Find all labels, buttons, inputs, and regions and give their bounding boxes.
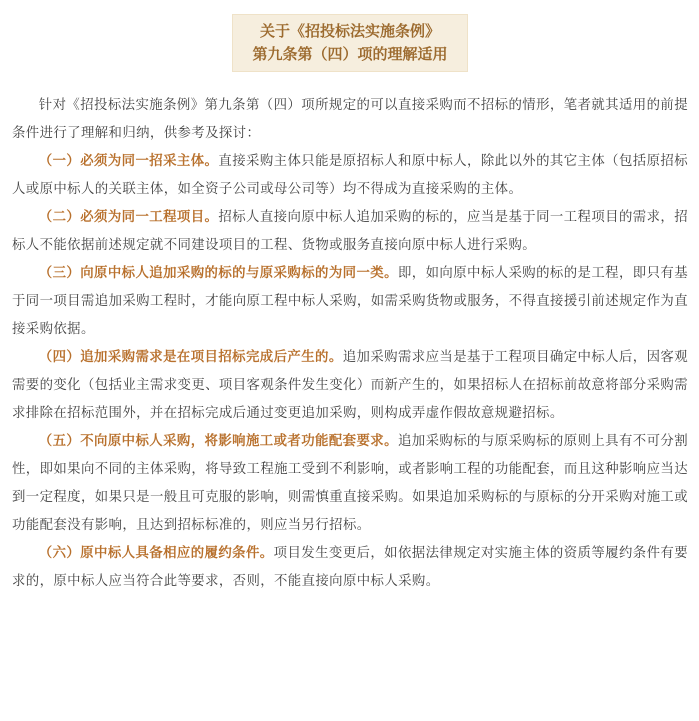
item-body-6: 项目发生变更后，如依据法律规定对实施主体的资质等履约条件有要求的，原中标人应当符合此等要求，否则，不能直接向原中标人采购。 xyxy=(12,546,688,589)
item-heading-6: （六）原中标人具备相应的履约条件。 xyxy=(38,546,274,561)
item-body-5: 追加采购标的与原采购标的原则上具有不可分割性，即如果向不同的主体采购，将导致工程施工受到不利影响，或者影响工程的功能配套，而且这种影响应当达到一定程度，如果只是一般且可克服的影响，则需慎重直接采购。如果追加采购标的与原标的分开采购对施工或功能配套没有影响，且达到招标标准的，则应当另行招标。 xyxy=(12,434,688,533)
article-body xyxy=(12,92,688,596)
item-body-1: 直接采购主体只能是原招标人和原中标人，除此以外的其它主体（包括原招标人或原中标人的关联主体，如全资子公司或母公司等）均不得成为直接采购的主体。 xyxy=(12,154,688,197)
item-body-3: 即，如向原中标人采购的标的是工程，即只有基于同一项目需追加采购工程时，才能向原工程中标人采购，如需采购货物或服务，不得直接援引前述规定作为直接采购依据。 xyxy=(12,266,688,337)
item-heading-5: （五）不向原中标人采购，将影响施工或者功能配套要求。 xyxy=(38,434,398,449)
item-paragraph-4 xyxy=(12,344,688,428)
item-paragraph-5 xyxy=(12,428,688,540)
item-body-4: 追加采购需求应当是基于工程项目确定中标人后，因客观需要的变化（包括业主需求变更、项目客观条件发生变化）而新产生的，如果招标人在招标前故意将部分采购需求排除在招标范围外，并在招标完成后通过变更追加采购，则构成弄虚作假故意规避招标。 xyxy=(12,350,688,421)
item-paragraph-2 xyxy=(12,204,688,260)
item-heading-1: （一）必须为同一招采主体。 xyxy=(38,154,219,169)
item-heading-2: （二）必须为同一工程项目。 xyxy=(38,210,219,225)
title-line-1: 关于《招投标法实施条例》 xyxy=(259,22,440,40)
item-heading-3: （三）向原中标人追加采购的标的与原采购标的为同一类。 xyxy=(38,266,398,281)
title-line-2: 第九条第（四）项的理解适用 xyxy=(252,45,448,63)
item-body-2: 招标人直接向原中标人追加采购的标的，应当是基于同一工程项目的需求，招标人不能依据前述规定就不同建设项目的工程、货物或服务直接向原中标人进行采购。 xyxy=(12,210,688,253)
item-heading-4: （四）追加采购需求是在项目招标完成后产生的。 xyxy=(38,350,343,365)
item-paragraph-3 xyxy=(12,260,688,344)
intro-paragraph: 针对《招投标法实施条例》第九条第（四）项所规定的可以直接采购而不招标的情形，笔者就其适用的前提条件进行了理解和归纳，供参考及探讨： xyxy=(12,98,688,141)
article-title-box xyxy=(232,14,468,72)
item-paragraph-6 xyxy=(12,540,688,596)
item-paragraph-1 xyxy=(12,148,688,204)
